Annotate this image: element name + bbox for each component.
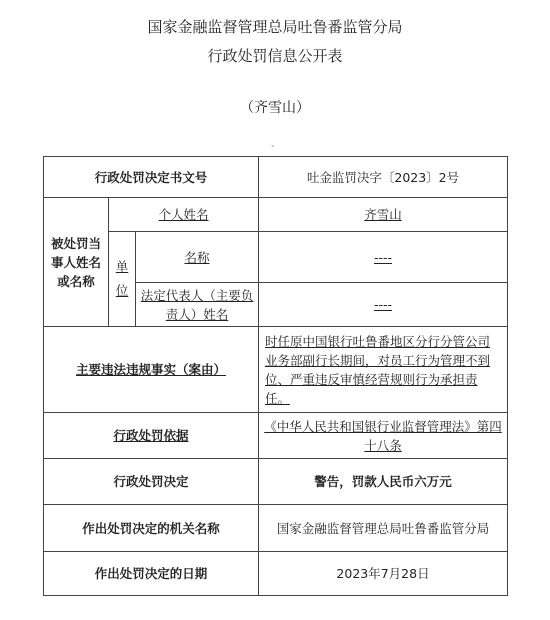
separator-mark: - xyxy=(271,141,275,152)
subject-name: （齐雪山） xyxy=(240,100,310,116)
unit-label: 单位 xyxy=(109,232,136,327)
basis-label: 行政处罚依据 xyxy=(44,413,259,459)
table-row xyxy=(44,459,508,505)
date-value: 2023年7月28日 xyxy=(259,552,508,596)
date-label: 作出处罚决定的日期 xyxy=(44,552,259,596)
basis-value: 《中华人民共和国银行业监督管理法》第四十八条 xyxy=(259,413,508,459)
penalty-info-table xyxy=(43,156,508,596)
doc-no-label: 行政处罚决定书文号 xyxy=(44,157,259,198)
decision-value: 警告，罚款人民币六万元 xyxy=(259,459,508,505)
table-row xyxy=(44,413,508,459)
table-row xyxy=(44,552,508,596)
legal-rep-value: ---- xyxy=(259,283,508,327)
person-name-value: 齐雪山 xyxy=(259,198,508,232)
legal-rep-label: 法定代表人（主要负责人）姓名 xyxy=(136,283,259,327)
table-row xyxy=(44,327,508,413)
facts-label: 主要违法违规事实（案由） xyxy=(44,327,259,413)
org-title: 国家金融监督管理总局吐鲁番监管分局 xyxy=(147,18,403,36)
decision-label: 行政处罚决定 xyxy=(44,459,259,505)
authority-value: 国家金融监督管理总局吐鲁番监管分局 xyxy=(259,505,508,552)
table-row xyxy=(44,198,508,232)
table-row xyxy=(44,232,508,283)
person-name-label: 个人姓名 xyxy=(109,198,259,232)
doc-no-value: 吐金监罚决字〔2023〕2号 xyxy=(259,157,508,198)
facts-value: 时任原中国银行吐鲁番地区分行分管公司业务部副行长期间，对员工行为管理不到位、严重违反审慎经营规则行为承担责任。 xyxy=(259,327,508,413)
table-row xyxy=(44,505,508,552)
unit-name-label: 名称 xyxy=(136,232,259,283)
unit-name-value: ---- xyxy=(259,232,508,283)
authority-label: 作出处罚决定的机关名称 xyxy=(44,505,259,552)
table-row xyxy=(44,157,508,198)
doc-title: 行政处罚信息公开表 xyxy=(207,47,343,65)
party-label: 被处罚当事人姓名或名称 xyxy=(44,198,109,327)
